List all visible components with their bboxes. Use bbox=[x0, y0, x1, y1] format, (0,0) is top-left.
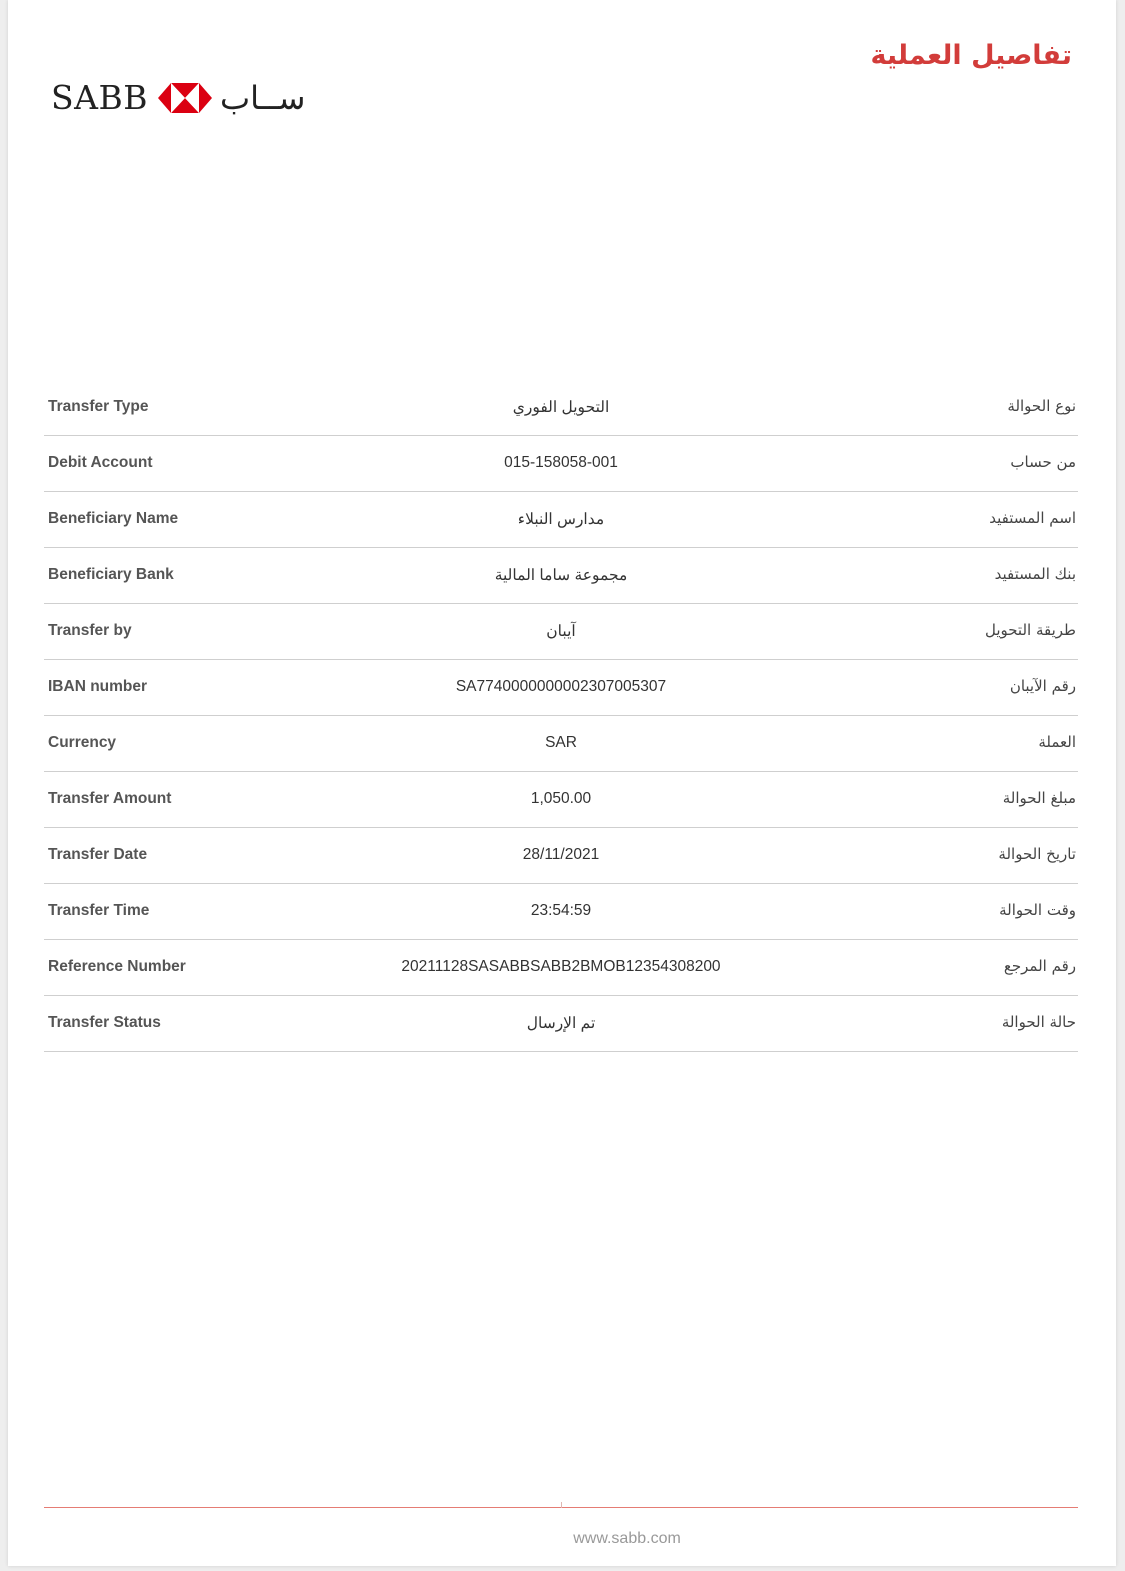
row-value: تم الإرسال bbox=[526, 1015, 596, 1032]
row-label-en: Transfer Date bbox=[48, 846, 148, 863]
row-value: 20211128SASABBSABB2BMOB12354308200 bbox=[401, 958, 721, 975]
table-row bbox=[44, 772, 1078, 828]
row-value: التحويل الفوري bbox=[512, 399, 610, 416]
hexagon-logo-icon bbox=[158, 83, 212, 113]
row-value: 23:54:59 bbox=[530, 902, 592, 919]
row-label-ar: العملة bbox=[1038, 733, 1076, 751]
table-row bbox=[44, 940, 1078, 996]
row-label-ar: من حساب bbox=[1010, 453, 1076, 471]
row-value: SA7740000000002307005307 bbox=[455, 678, 667, 695]
table-row bbox=[44, 604, 1078, 660]
logo-text-ar: ســاب bbox=[219, 79, 306, 117]
table-row bbox=[44, 996, 1078, 1052]
table-row bbox=[44, 380, 1078, 436]
receipt-page bbox=[8, 0, 1116, 1566]
row-label-en: Reference Number bbox=[48, 958, 186, 975]
table-row bbox=[44, 660, 1078, 716]
row-label-ar: رقم الآيبان bbox=[1009, 677, 1076, 695]
row-value: 1,050.00 bbox=[530, 790, 592, 807]
row-label-ar: بنك المستفيد bbox=[994, 565, 1076, 583]
row-value: مدارس النبلاء bbox=[517, 511, 605, 528]
row-label-ar: مبلغ الحوالة bbox=[1002, 789, 1076, 807]
row-label-en: Transfer by bbox=[48, 622, 132, 639]
table-row bbox=[44, 716, 1078, 772]
transaction-details-table bbox=[44, 380, 1078, 1052]
row-label-en: Transfer Time bbox=[48, 902, 150, 919]
row-label-en: Transfer Type bbox=[48, 398, 149, 415]
row-label-ar: وقت الحوالة bbox=[999, 901, 1076, 919]
row-label-en: Transfer Status bbox=[48, 1014, 161, 1031]
row-label-ar: نوع الحوالة bbox=[1007, 397, 1076, 415]
table-row bbox=[44, 548, 1078, 604]
row-label-ar: تاريخ الحوالة bbox=[998, 845, 1076, 863]
row-label-ar: اسم المستفيد bbox=[989, 509, 1076, 527]
row-value: مجموعة ساما المالية bbox=[494, 567, 628, 584]
footer-divider-mark bbox=[561, 1502, 562, 1508]
row-label-en: Debit Account bbox=[48, 454, 153, 471]
sabb-logo bbox=[51, 76, 305, 120]
table-row bbox=[44, 436, 1078, 492]
footer-website-link[interactable]: www.sabb.com bbox=[573, 1530, 681, 1547]
row-value: SAR bbox=[545, 734, 577, 751]
table-row bbox=[44, 828, 1078, 884]
table-row bbox=[44, 492, 1078, 548]
page-title: تفاصيل العملية bbox=[870, 40, 1072, 71]
row-value: آيبان bbox=[546, 623, 576, 640]
table-row bbox=[44, 884, 1078, 940]
row-label-ar: طريقة التحويل bbox=[984, 621, 1076, 639]
logo-text-en: SABB bbox=[51, 78, 148, 117]
row-label-ar: حالة الحوالة bbox=[1001, 1013, 1076, 1031]
row-label-en: Beneficiary Bank bbox=[48, 566, 174, 583]
row-label-en: Transfer Amount bbox=[48, 790, 172, 807]
row-label-ar: رقم المرجع bbox=[1003, 957, 1076, 975]
row-label-en: Beneficiary Name bbox=[48, 510, 179, 527]
row-value: 015-158058-001 bbox=[504, 454, 618, 471]
row-label-en: Currency bbox=[48, 734, 117, 751]
row-label-en: IBAN number bbox=[48, 678, 148, 695]
row-value: 28/11/2021 bbox=[522, 846, 600, 863]
